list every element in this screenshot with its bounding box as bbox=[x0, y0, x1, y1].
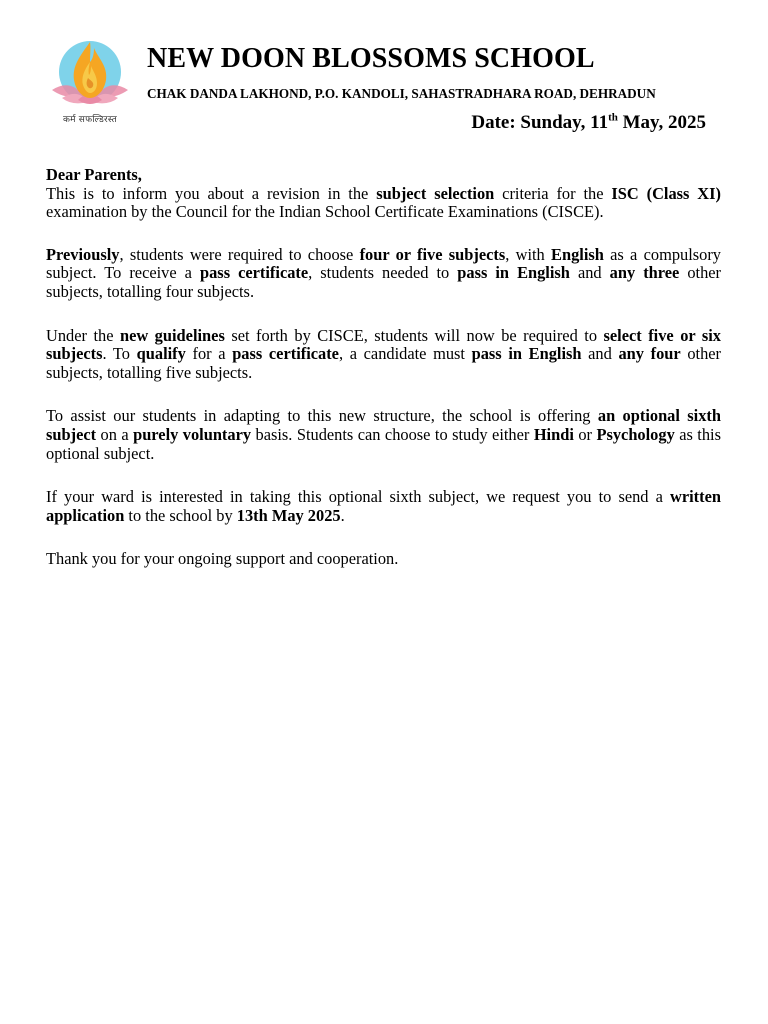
text-run: examination by the Council for the Indian School Certificate Examinations (CISCE). bbox=[46, 202, 604, 222]
text-run: . bbox=[340, 505, 345, 525]
text-run: other subjects, totalling five subjects. bbox=[46, 344, 721, 382]
bold-run: pass in English bbox=[457, 263, 570, 283]
text-run: basis. Students can choose to study either bbox=[251, 424, 534, 444]
date-rest: May, 2025 bbox=[617, 112, 706, 133]
text-run: set forth by CISCE, students will now be required to bbox=[224, 325, 604, 345]
bold-run: pass in English bbox=[471, 344, 582, 364]
text-run: and bbox=[581, 344, 619, 364]
bold-run: qualify bbox=[136, 344, 186, 364]
text-run: as a compulsory subject. To receive a bbox=[46, 244, 721, 283]
text-run: criteria for the bbox=[494, 183, 612, 203]
text-run: . To bbox=[102, 344, 137, 364]
salutation: Dear Parents, bbox=[46, 165, 142, 184]
bold-run: ISC (Class XI) bbox=[611, 183, 721, 203]
bold-run: 13th May 2025 bbox=[236, 505, 341, 525]
text-run: and bbox=[569, 263, 610, 283]
date-ordinal-suffix: th bbox=[608, 111, 618, 124]
paragraph-application bbox=[46, 488, 721, 525]
bold-run: purely voluntary bbox=[133, 424, 252, 444]
bold-run: any three bbox=[609, 263, 680, 283]
paragraph-previously bbox=[46, 246, 721, 302]
bold-run: select five or six subjects bbox=[46, 325, 721, 364]
text-run: If your ward is interested in taking this optional sixth subject, we request you to send a bbox=[46, 487, 671, 507]
bold-run: pass certificate bbox=[200, 263, 309, 283]
text-run: To assist our students in adapting to this new structure, the school is offering bbox=[46, 406, 598, 426]
text-run: other subjects, totalling four subjects. bbox=[46, 263, 722, 301]
bold-run: four or five subjects bbox=[359, 244, 506, 264]
bold-run: written application bbox=[46, 487, 721, 525]
school-motto: कर्म सफल्डिरस्त bbox=[63, 115, 117, 125]
paragraph-optional-subject bbox=[46, 407, 721, 463]
letter-date bbox=[471, 112, 706, 134]
text-run: or bbox=[573, 424, 597, 444]
bold-run: new guidelines bbox=[119, 325, 225, 345]
paragraph-intro bbox=[46, 185, 721, 222]
paragraph-thanks bbox=[46, 550, 721, 569]
bold-run: subject selection bbox=[376, 183, 495, 203]
text-run: on a bbox=[96, 424, 134, 444]
text-run: to the school by bbox=[124, 505, 237, 525]
bold-run: pass certificate bbox=[232, 344, 339, 364]
bold-run: Psychology bbox=[596, 424, 675, 444]
bold-run: Previously bbox=[46, 244, 120, 264]
text-run: Thank you for your ongoing support and cooperation. bbox=[46, 549, 399, 569]
text-run: for a bbox=[185, 344, 233, 364]
text-run: , students were required to choose bbox=[119, 244, 360, 264]
bold-run: any four bbox=[618, 344, 681, 364]
text-run: , students needed to bbox=[308, 263, 458, 283]
bold-run: English bbox=[551, 244, 604, 264]
letter-body bbox=[46, 166, 721, 594]
text-run: , with bbox=[505, 244, 552, 264]
text-run: Under the bbox=[46, 325, 120, 345]
text-run: as this optional subject. bbox=[46, 424, 721, 463]
date-prefix: Date: Sunday, 11 bbox=[471, 112, 609, 133]
text-run: This is to inform you about a revision in the bbox=[46, 183, 377, 203]
school-address: CHAK DANDA LAKHOND, P.O. KANDOLI, SAHASTRADHARA ROAD, DEHRADUN bbox=[147, 86, 656, 101]
text-run: , a candidate must bbox=[338, 344, 472, 364]
paragraph-new-guidelines bbox=[46, 327, 721, 383]
bold-run: an optional sixth subject bbox=[46, 406, 721, 444]
bold-run: Hindi bbox=[533, 424, 574, 444]
school-name: NEW DOON BLOSSOMS SCHOOL bbox=[147, 43, 595, 74]
